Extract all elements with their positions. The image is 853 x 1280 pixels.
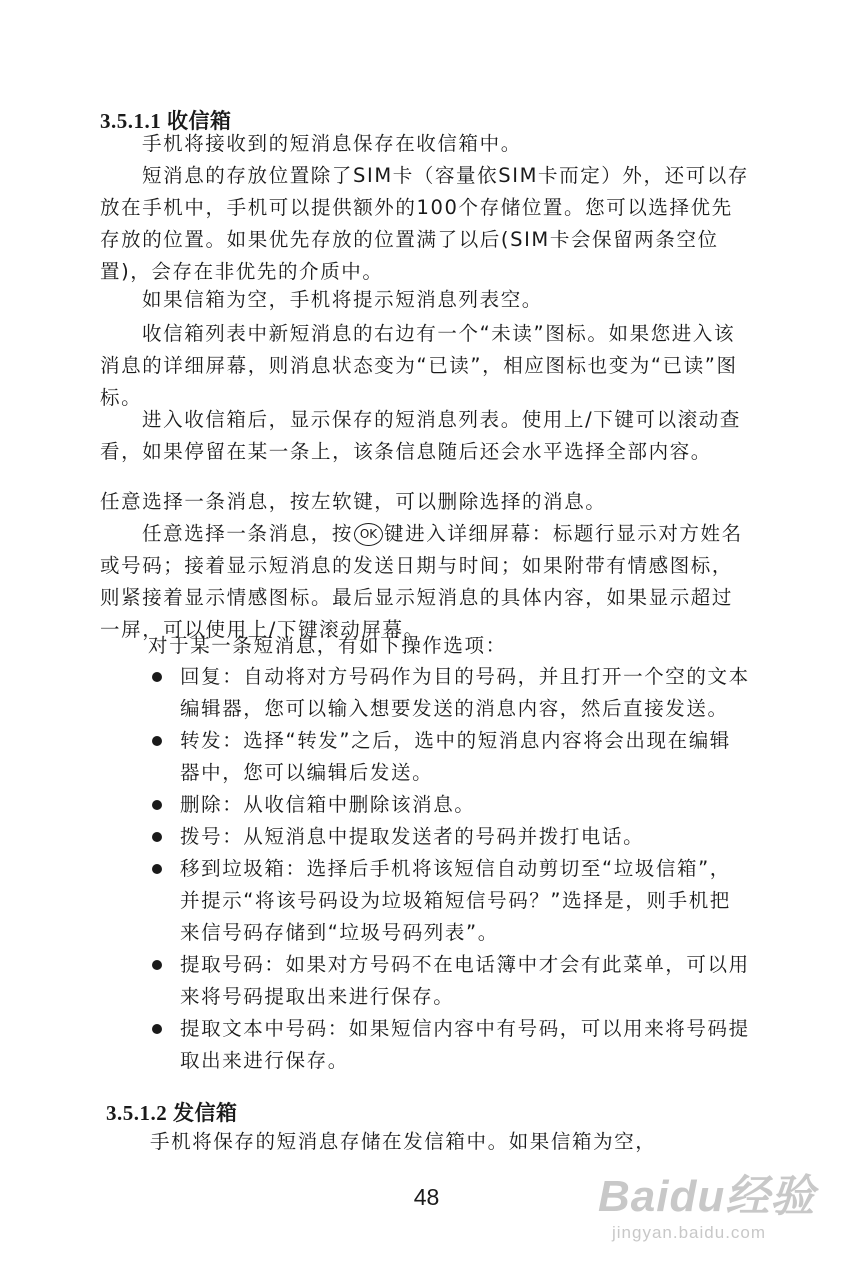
list-item <box>100 725 750 789</box>
paragraph-detail-screen <box>100 518 750 646</box>
watermark-logo <box>598 1172 838 1262</box>
list-item <box>100 853 750 949</box>
options-intro: 对于某一条短消息，有如下操作选项： <box>148 634 507 657</box>
list-item <box>100 789 750 821</box>
option-extract-number-from-text: 提取文本中号码：如果短信内容中有号码，可以用来将号码提取出来进行保存。 <box>180 1017 750 1072</box>
option-reply: 回复：自动将对方号码作为目的号码，并且打开一个空的文本编辑器，您可以输入想要发送的消息内容，然后直接发送。 <box>180 665 750 720</box>
options-list <box>100 661 750 1077</box>
page-number: 48 <box>413 1184 440 1210</box>
watermark-brand: Baidu经验 <box>598 1172 816 1221</box>
bullet-icon <box>152 800 162 810</box>
list-item <box>100 949 750 1013</box>
option-dial: 拨号：从短消息中提取发送者的号码并拨打电话。 <box>180 825 645 848</box>
bullet-icon <box>152 736 162 746</box>
list-item <box>100 1013 750 1077</box>
detail-text-after: 键进入详细屏幕：标题行显示对方姓名或号码；接着显示短消息的发送日期与时间；如果附带有情感图标，则紧接着显示情感图标。最后显示短消息的具体内容，如果显示超过一屏，可以使用上/下键滚动屏幕。 <box>100 522 743 641</box>
list-item <box>100 661 750 725</box>
option-forward: 转发：选择“转发”之后，选中的短消息内容将会出现在编辑器中，您可以编辑后发送。 <box>180 729 731 784</box>
section-heading-outbox: 3.5.1.2 发信箱 <box>106 1101 238 1125</box>
paragraph-delete-message: 任意选择一条消息，按左软键，可以删除选择的消息。 <box>100 490 607 513</box>
detail-text-before: 任意选择一条消息，按 <box>142 522 354 545</box>
paragraph-empty-inbox: 如果信箱为空，手机将提示短消息列表空。 <box>142 288 543 311</box>
bullet-icon <box>152 960 162 970</box>
bullet-icon <box>152 1024 162 1034</box>
ok-key-icon: OK <box>354 523 383 546</box>
paragraph-inbox-intro: 手机将接收到的短消息保存在收信箱中。 <box>142 132 522 155</box>
option-move-to-junk: 移到垃圾箱：选择后手机将该短信自动剪切至“垃圾信箱”，并提示“将该号码设为垃圾箱短信号码？”选择是，则手机把来信号码存储到“垃圾号码列表”。 <box>180 857 731 944</box>
paragraph-storage-location: 短消息的存放位置除了SIM卡（容量依SIM卡而定）外，还可以存放在手机中，手机可以提供额外的100个存储位置。您可以选择优先存放的位置。如果优先存放的位置满了以后(SIM卡会保留两条空位置)，会存在非优先的介质中。 <box>100 164 750 283</box>
paragraph-outbox-intro: 手机将保存的短消息存储在发信箱中。如果信箱为空， <box>150 1130 657 1153</box>
section-heading-inbox: 3.5.1.1 收信箱 <box>100 109 232 133</box>
bullet-icon <box>152 672 162 682</box>
option-extract-number: 提取号码：如果对方号码不在电话簿中才会有此菜单，可以用来将号码提取出来进行保存。 <box>180 953 750 1008</box>
watermark-url: jingyan.baidu.com <box>612 1223 767 1242</box>
option-delete: 删除：从收信箱中删除该消息。 <box>180 793 476 816</box>
bullet-icon <box>152 864 162 874</box>
bullet-icon <box>152 832 162 842</box>
list-item <box>100 821 750 853</box>
paragraph-unread-icon: 收信箱列表中新短消息的右边有一个“未读”图标。如果您进入该消息的详细屏幕，则消息状态变为“已读”，相应图标也变为“已读”图标。 <box>100 322 738 409</box>
paragraph-message-list: 进入收信箱后，显示保存的短消息列表。使用上/下键可以滚动查看，如果停留在某一条上，该条信息随后还会水平选择全部内容。 <box>100 408 741 463</box>
